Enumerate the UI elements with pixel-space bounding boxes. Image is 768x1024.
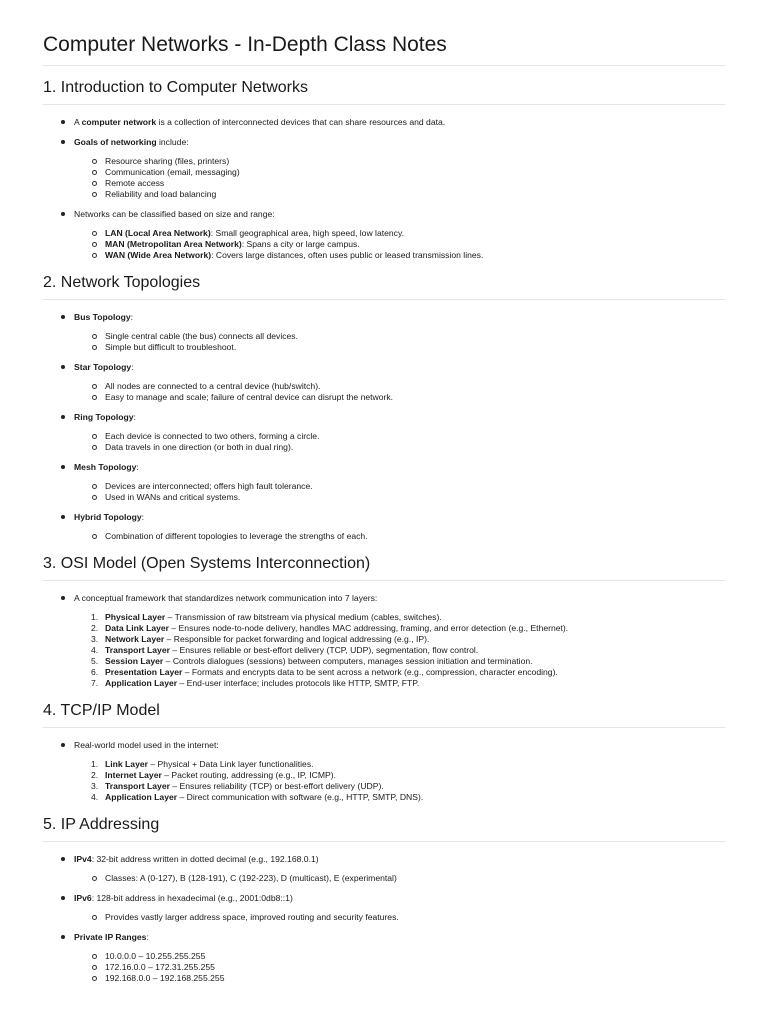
sub-list-item: Used in WANs and critical systems.	[74, 492, 725, 503]
numbered-item	[74, 634, 725, 645]
bold-term: Data Link Layer	[105, 623, 169, 633]
bold-term: Session Layer	[105, 656, 164, 666]
sub-list	[74, 431, 725, 453]
item-number: 4.	[91, 792, 99, 802]
bold-term: Network Layer	[105, 634, 165, 644]
bold-term: Physical Layer	[105, 612, 166, 622]
section-topologies	[43, 274, 725, 542]
sub-list-item: 10.0.0.0 – 10.255.255.255	[74, 951, 725, 962]
sub-list-item: Single central cable (the bus) connects all devices.	[74, 331, 725, 342]
bold-term: LAN (Local Area Network)	[105, 228, 211, 238]
sub-list	[74, 228, 725, 261]
item-number: 6.	[91, 667, 99, 677]
list-item	[43, 117, 725, 128]
item-number: 2.	[91, 770, 99, 780]
sub-list-item: Communication (email, messaging)	[74, 167, 725, 178]
numbered-item	[74, 612, 725, 623]
item-number: 3.	[91, 634, 99, 644]
numbered-list	[74, 759, 725, 803]
numbered-item	[74, 792, 725, 803]
sub-list-item: Classes: A (0-127), B (128-191), C (192-223), D (multicast), E (experimental)	[74, 873, 725, 884]
sub-list-item: Data travels in one direction (or both in dual ring).	[74, 442, 725, 453]
bold-term: Application Layer	[105, 792, 178, 802]
sub-list-item: Simple but difficult to troubleshoot.	[74, 342, 725, 353]
item-number: 2.	[91, 623, 99, 633]
bullet-list	[43, 312, 725, 542]
sub-list	[74, 912, 725, 923]
list-item	[43, 740, 725, 803]
text: – Controls dialogues (sessions) between computers, manages session initiation and termination.	[163, 656, 533, 666]
bold-term: IPv4	[74, 854, 92, 864]
section-heading: 3. OSI Model (Open Systems Interconnection)	[43, 555, 725, 581]
list-item	[43, 932, 725, 984]
section-heading: 5. IP Addressing	[43, 816, 725, 842]
text: – End-user interface; includes protocols like HTTP, SMTP, FTP.	[177, 678, 420, 688]
bullet-list	[43, 117, 725, 261]
sub-list	[74, 331, 725, 353]
sub-list-item: Easy to manage and scale; failure of central device can disrupt the network.	[74, 392, 725, 403]
text: :	[146, 932, 149, 942]
text: – Transmission of raw bitstream via physical medium (cables, switches).	[165, 612, 442, 622]
text: – Direct communication with software (e.g., HTTP, SMTP, DNS).	[177, 792, 424, 802]
bullet-list	[43, 854, 725, 984]
text: – Physical + Data Link layer functionalities.	[148, 759, 314, 769]
sub-list-item: Devices are interconnected; offers high fault tolerance.	[74, 481, 725, 492]
numbered-list	[74, 612, 725, 689]
section-tcpip-model	[43, 702, 725, 803]
sub-list	[74, 951, 725, 984]
section-ip-addressing	[43, 816, 725, 984]
item-number: 4.	[91, 645, 99, 655]
list-item: Bus Topology: Single central cable (the bus) connects all devices. Simple but difficult to troubleshoot.	[43, 312, 725, 353]
bold-term: Mesh Topology	[74, 462, 137, 472]
text: – Packet routing, addressing (e.g., IP, ICMP).	[161, 770, 337, 780]
list-item	[43, 893, 725, 923]
page-title: Computer Networks - In-Depth Class Notes	[43, 33, 725, 66]
list-item: Star Topology: All nodes are connected to a central device (hub/switch). Easy to manage and scale; failure of central device can disrupt the network.	[43, 362, 725, 403]
numbered-item	[74, 623, 725, 634]
numbered-item	[74, 656, 725, 667]
sub-list	[74, 381, 725, 403]
sub-list-item	[74, 250, 725, 261]
bold-term: Goals of networking	[74, 137, 157, 147]
text: – Formats and encrypts data to be sent across a network (e.g., compression, character encoding).	[182, 667, 558, 677]
text: – Responsible for packet forwarding and logical addressing (e.g., IP).	[164, 634, 430, 644]
text: : Spans a city or large campus.	[241, 239, 360, 249]
sub-list-item: All nodes are connected to a central device (hub/switch).	[74, 381, 725, 392]
section-introduction	[43, 79, 725, 261]
bold-term: Internet Layer	[105, 770, 162, 780]
bold-term: Application Layer	[105, 678, 178, 688]
item-number: 3.	[91, 781, 99, 791]
list-item: Mesh Topology: Devices are interconnected; offers high fault tolerance. Used in WANs and critical systems.	[43, 462, 725, 503]
sub-list-item: Resource sharing (files, printers)	[74, 156, 725, 167]
text: : 32-bit address written in dotted decimal (e.g., 192.168.0.1)	[91, 854, 319, 864]
bold-term: Star Topology	[74, 362, 132, 372]
list-item	[43, 593, 725, 689]
bold-term: Presentation Layer	[105, 667, 183, 677]
item-number: 7.	[91, 678, 99, 688]
text: A	[74, 117, 82, 127]
sub-list-item: Each device is connected to two others, forming a circle.	[74, 431, 725, 442]
text: – Ensures node-to-node delivery, handles MAC addressing, framing, and error detection (e.g., Ethernet).	[169, 623, 569, 633]
numbered-item	[74, 678, 725, 689]
bold-term: IPv6	[74, 893, 92, 903]
section-heading: 2. Network Topologies	[43, 274, 725, 300]
numbered-item	[74, 667, 725, 678]
sub-list-item: Reliability and load balancing	[74, 189, 725, 200]
item-number: 1.	[91, 612, 99, 622]
list-item	[43, 854, 725, 884]
sub-list	[74, 873, 725, 884]
text: – Ensures reliable or best-effort delivery (TCP, UDP), segmentation, flow control.	[169, 645, 479, 655]
sub-list-item: Combination of different topologies to leverage the strengths of each.	[74, 531, 725, 542]
section-heading: 4. TCP/IP Model	[43, 702, 725, 728]
text: – Ensures reliability (TCP) or best-effort delivery (UDP).	[169, 781, 384, 791]
bullet-list	[43, 593, 725, 689]
section-osi-model	[43, 555, 725, 689]
sub-list	[74, 531, 725, 542]
bold-term: WAN (Wide Area Network)	[105, 250, 212, 260]
list-item	[43, 209, 725, 261]
bold-term: Link Layer	[105, 759, 148, 769]
numbered-item	[74, 781, 725, 792]
text: Real-world model used in the internet:	[74, 740, 219, 750]
sub-list	[74, 481, 725, 503]
text: Networks can be classified based on size and range:	[74, 209, 275, 219]
document-page	[43, 33, 725, 984]
bullet-list	[43, 740, 725, 803]
bold-term: computer network	[81, 117, 157, 127]
numbered-item	[74, 759, 725, 770]
text: : Small geographical area, high speed, low latency.	[210, 228, 405, 238]
bold-term: MAN (Metropolitan Area Network)	[105, 239, 242, 249]
item-number: 5.	[91, 656, 99, 666]
section-heading: 1. Introduction to Computer Networks	[43, 79, 725, 105]
list-item	[43, 137, 725, 200]
sub-list-item: Remote access	[74, 178, 725, 189]
bold-term: Hybrid Topology	[74, 512, 142, 522]
sub-list-item	[74, 239, 725, 250]
bold-term: Private IP Ranges	[74, 932, 147, 942]
sub-list	[74, 156, 725, 200]
text: : Covers large distances, often uses public or leased transmission lines.	[211, 250, 484, 260]
sub-list-item: 192.168.0.0 – 192.168.255.255	[74, 973, 725, 984]
text: A conceptual framework that standardizes network communication into 7 layers:	[74, 593, 378, 603]
list-item: Ring Topology: Each device is connected to two others, forming a circle. Data travels in one direction (or both in dual ring).	[43, 412, 725, 453]
bold-term: Ring Topology	[74, 412, 134, 422]
text: : 128-bit address in hexadecimal (e.g., 2001:0db8::1)	[91, 893, 293, 903]
text: include:	[156, 137, 189, 147]
numbered-item	[74, 645, 725, 656]
text: is a collection of interconnected devices that can share resources and data.	[156, 117, 446, 127]
bold-term: Bus Topology	[74, 312, 131, 322]
item-number: 1.	[91, 759, 99, 769]
sub-list-item: Provides vastly larger address space, improved routing and security features.	[74, 912, 725, 923]
bold-term: Transport Layer	[105, 781, 170, 791]
bold-term: Transport Layer	[105, 645, 170, 655]
list-item: Hybrid Topology: Combination of different topologies to leverage the strengths of each.	[43, 512, 725, 542]
sub-list-item	[74, 228, 725, 239]
sub-list-item: 172.16.0.0 – 172.31.255.255	[74, 962, 725, 973]
numbered-item	[74, 770, 725, 781]
